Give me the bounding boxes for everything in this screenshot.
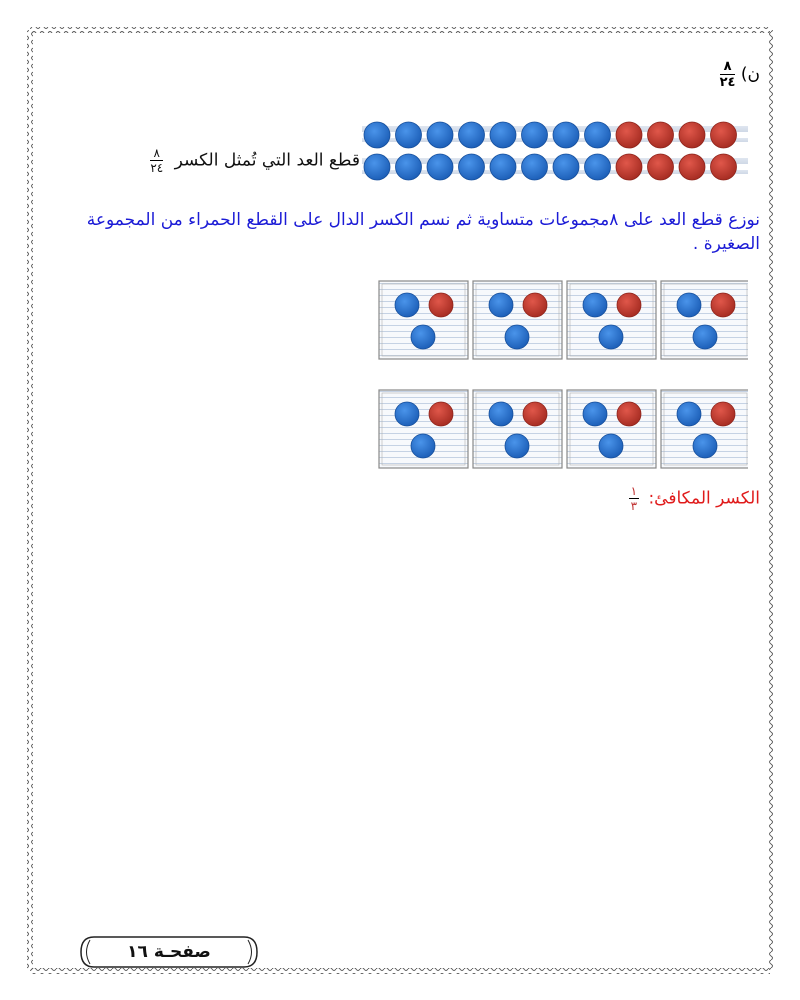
red-counter <box>711 293 735 317</box>
counter-group <box>661 390 748 468</box>
blue-counter <box>693 434 717 458</box>
blue-counter <box>396 122 422 148</box>
counter-group <box>379 281 468 359</box>
red-counter <box>616 122 642 148</box>
blue-counter <box>364 154 390 180</box>
caption-fraction <box>150 147 163 174</box>
blue-counter <box>490 122 516 148</box>
blue-counter <box>599 434 623 458</box>
blue-counter <box>489 402 513 426</box>
red-counter <box>429 293 453 317</box>
caption-fraction-denominator: ٢٤ <box>150 161 164 175</box>
exercise-label <box>712 60 760 89</box>
blue-counter <box>459 154 485 180</box>
counter-group <box>661 281 748 359</box>
blue-counter <box>677 402 701 426</box>
blue-counter <box>364 122 390 148</box>
exercise-fraction <box>720 60 736 89</box>
red-counter <box>429 402 453 426</box>
red-counter <box>523 293 547 317</box>
instruction-text: نوزع قطع العد على ٨مجموعات متساوية ثم نسم الكسر الدال على القطع الحمراء من المجموعة الصغيرة . <box>86 210 760 254</box>
counter-group <box>567 281 656 359</box>
red-counter <box>617 402 641 426</box>
counter-group <box>567 390 656 468</box>
blue-counter <box>585 154 611 180</box>
blue-counter <box>585 122 611 148</box>
blue-counter <box>490 154 516 180</box>
blue-counter <box>489 293 513 317</box>
red-counter <box>648 154 674 180</box>
blue-counter <box>599 325 623 349</box>
red-counter <box>711 154 737 180</box>
red-counter <box>679 122 705 148</box>
blue-counter <box>395 402 419 426</box>
counter-group <box>379 390 468 468</box>
blue-counter <box>411 434 435 458</box>
red-counter <box>711 122 737 148</box>
exercise-letter: ن) <box>740 64 760 85</box>
blue-counter <box>427 122 453 148</box>
answer-fraction-numerator: ١ <box>630 484 638 498</box>
blue-counter <box>427 154 453 180</box>
page-number: صفحـة ١٦ <box>127 942 211 962</box>
answer-label: الكسر المكافئ: <box>648 488 760 509</box>
blue-counter <box>522 122 548 148</box>
blue-counter <box>522 154 548 180</box>
counters-figure <box>362 120 748 182</box>
blue-counter <box>553 122 579 148</box>
blue-counter <box>505 325 529 349</box>
blue-counter <box>411 325 435 349</box>
blue-counter <box>583 402 607 426</box>
groups-figure <box>377 278 748 472</box>
red-counter <box>679 154 705 180</box>
blue-counter <box>459 122 485 148</box>
red-counter <box>648 122 674 148</box>
caption-fraction-numerator: ٨ <box>150 147 163 161</box>
red-counter <box>616 154 642 180</box>
red-counter <box>523 402 547 426</box>
blue-counter <box>677 293 701 317</box>
answer-line <box>629 485 760 512</box>
caption-text: قطع العد التي تُمثل الكسر <box>174 150 360 171</box>
answer-fraction <box>629 485 639 512</box>
blue-counter <box>505 434 529 458</box>
blue-counter <box>396 154 422 180</box>
blue-counter <box>693 325 717 349</box>
blue-counter <box>553 154 579 180</box>
red-counter <box>711 402 735 426</box>
exercise-fraction-numerator: ٨ <box>720 60 736 75</box>
counter-group <box>473 390 562 468</box>
answer-fraction-denominator: ٣ <box>630 499 638 513</box>
counters-caption <box>150 147 360 174</box>
exercise-fraction-denominator: ٢٤ <box>719 75 736 90</box>
counter-group <box>473 281 562 359</box>
blue-counter <box>583 293 607 317</box>
blue-counter <box>395 293 419 317</box>
red-counter <box>617 293 641 317</box>
